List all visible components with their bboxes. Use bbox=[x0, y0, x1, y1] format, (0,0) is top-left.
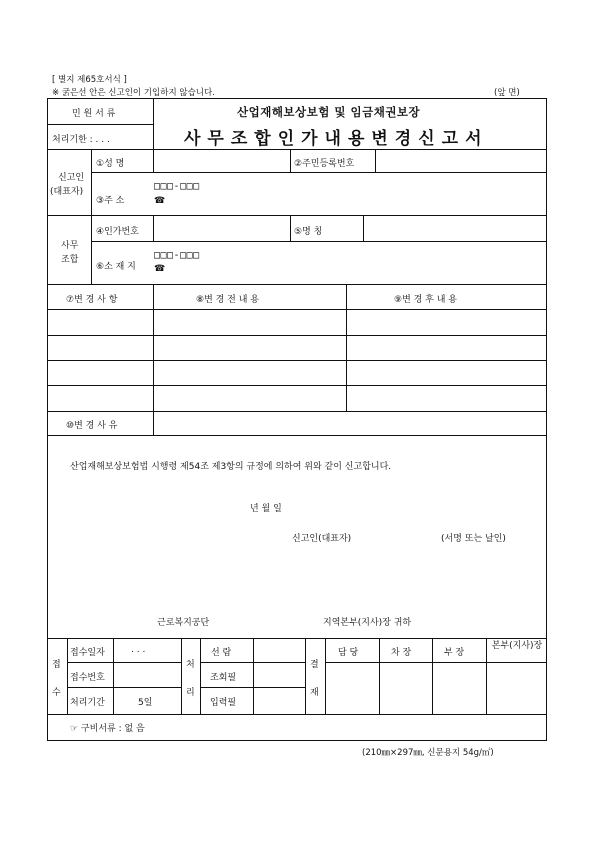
location-label: ⑥소 재 지 bbox=[96, 262, 136, 272]
rule bbox=[153, 284, 154, 435]
reporter-group-sublabel: (대표자) bbox=[50, 187, 84, 197]
rule bbox=[153, 215, 154, 241]
receipt-side-label: 수 bbox=[52, 688, 61, 698]
phone-icon: ☎ bbox=[154, 196, 166, 206]
rule bbox=[47, 638, 547, 639]
rule bbox=[375, 149, 376, 172]
name-label: ①성 명 bbox=[96, 159, 125, 169]
staff-label: 담 당 bbox=[338, 648, 359, 658]
deadline-label: 처리기한 : . . . bbox=[52, 135, 110, 145]
rule bbox=[325, 662, 547, 663]
rule bbox=[47, 149, 547, 150]
rule bbox=[47, 411, 547, 412]
office-name-label: ⑤명 칭 bbox=[294, 227, 323, 237]
rule bbox=[153, 149, 154, 172]
rule bbox=[91, 241, 547, 242]
rule bbox=[113, 638, 114, 714]
rule bbox=[290, 149, 291, 172]
approval-label: 결 bbox=[310, 660, 319, 670]
head-label: 본부(지사)장 bbox=[491, 641, 543, 651]
processing-label: 처 bbox=[186, 660, 195, 670]
rule bbox=[47, 124, 153, 125]
page-title: 사무조합인가내용변경신고서 bbox=[184, 129, 489, 149]
rule bbox=[346, 284, 347, 411]
rule bbox=[432, 638, 433, 714]
attachments-note: ☞ 구비서류 : 없 음 bbox=[70, 724, 145, 734]
rule bbox=[91, 172, 547, 173]
processing-period-value: 5일 bbox=[138, 698, 153, 708]
rrn-label: ②주민등록번호 bbox=[294, 159, 355, 169]
page-side: (앞 면) bbox=[494, 88, 520, 98]
reporter-postal-boxes: □□□-□□□ bbox=[154, 181, 200, 192]
rule bbox=[200, 638, 201, 714]
rule bbox=[363, 215, 364, 241]
approval-label: 재 bbox=[310, 688, 319, 698]
doc-type-label: 민 원 서 류 bbox=[72, 109, 116, 119]
review-label: 선 람 bbox=[211, 648, 232, 658]
office-group-sublabel: 조합 bbox=[61, 255, 79, 265]
rule bbox=[47, 215, 547, 216]
title-line-1: 산업재해보상보험 및 임금채권보장 bbox=[237, 105, 421, 119]
rule bbox=[181, 638, 182, 714]
after-content-header: ⑨변 경 후 내 용 bbox=[394, 295, 457, 305]
rule bbox=[153, 98, 154, 149]
phone-icon: ☎ bbox=[154, 264, 166, 274]
declaration-text: 산업재해보상보험법 시행령 제54조 제3항의 규정에 의하여 위와 같이 신고합니다. bbox=[70, 462, 392, 472]
rule bbox=[305, 638, 306, 714]
rule bbox=[91, 149, 92, 284]
rule bbox=[67, 687, 181, 688]
permit-number-label: ④인가번호 bbox=[96, 227, 139, 237]
rule bbox=[290, 215, 291, 241]
rule bbox=[47, 435, 547, 436]
reporter-group-label: 신고인 bbox=[58, 173, 85, 183]
receipt-date-value: . . . bbox=[131, 645, 146, 655]
rule bbox=[379, 638, 380, 714]
addressee: 지역본부(지사)장 귀하 bbox=[323, 618, 412, 628]
rule bbox=[67, 662, 181, 663]
rule bbox=[253, 638, 254, 714]
entry-label: 입력필 bbox=[210, 698, 237, 708]
form-number: [ 별지 제65호서식 ] bbox=[52, 75, 127, 85]
receipt-number-label: 접수번호 bbox=[70, 673, 105, 683]
before-content-header: ⑧변 경 전 내 용 bbox=[196, 295, 259, 305]
rule bbox=[47, 335, 547, 336]
rule bbox=[47, 714, 547, 715]
rule bbox=[47, 360, 547, 361]
date-line: 년 월 일 bbox=[250, 504, 282, 514]
organization-name: 근로복지공단 bbox=[157, 618, 210, 628]
change-item-header: ⑦변 경 사 항 bbox=[66, 295, 118, 305]
rule bbox=[47, 309, 547, 310]
processing-period-label: 처리기간 bbox=[70, 698, 105, 708]
rule bbox=[67, 638, 68, 714]
rule bbox=[47, 385, 547, 386]
processing-label: 리 bbox=[186, 688, 195, 698]
signer-label: 신고인(대표자) bbox=[292, 534, 352, 544]
rule bbox=[325, 638, 326, 714]
rule bbox=[47, 284, 547, 285]
manager-label: 부 장 bbox=[444, 648, 465, 658]
receipt-side-label: 접 bbox=[52, 660, 61, 670]
signature-note: (서명 또는 날인) bbox=[441, 534, 506, 544]
paper-spec: (210㎜×297㎜, 신문용지 54g/㎡) bbox=[362, 748, 494, 758]
change-reason-label: ⑩변 경 사 유 bbox=[66, 421, 118, 431]
form-note: ※ 굵은선 안은 신고인이 기입하지 않습니다. bbox=[52, 88, 215, 98]
receipt-date-label: 접수일자 bbox=[70, 648, 105, 658]
address-label: ③주 소 bbox=[96, 196, 125, 206]
rule bbox=[486, 638, 487, 714]
office-group-label: 사무 bbox=[61, 241, 79, 251]
office-postal-boxes: □□□-□□□ bbox=[154, 250, 200, 261]
inquiry-label: 조회필 bbox=[210, 673, 237, 683]
deputy-label: 차 장 bbox=[391, 648, 412, 658]
